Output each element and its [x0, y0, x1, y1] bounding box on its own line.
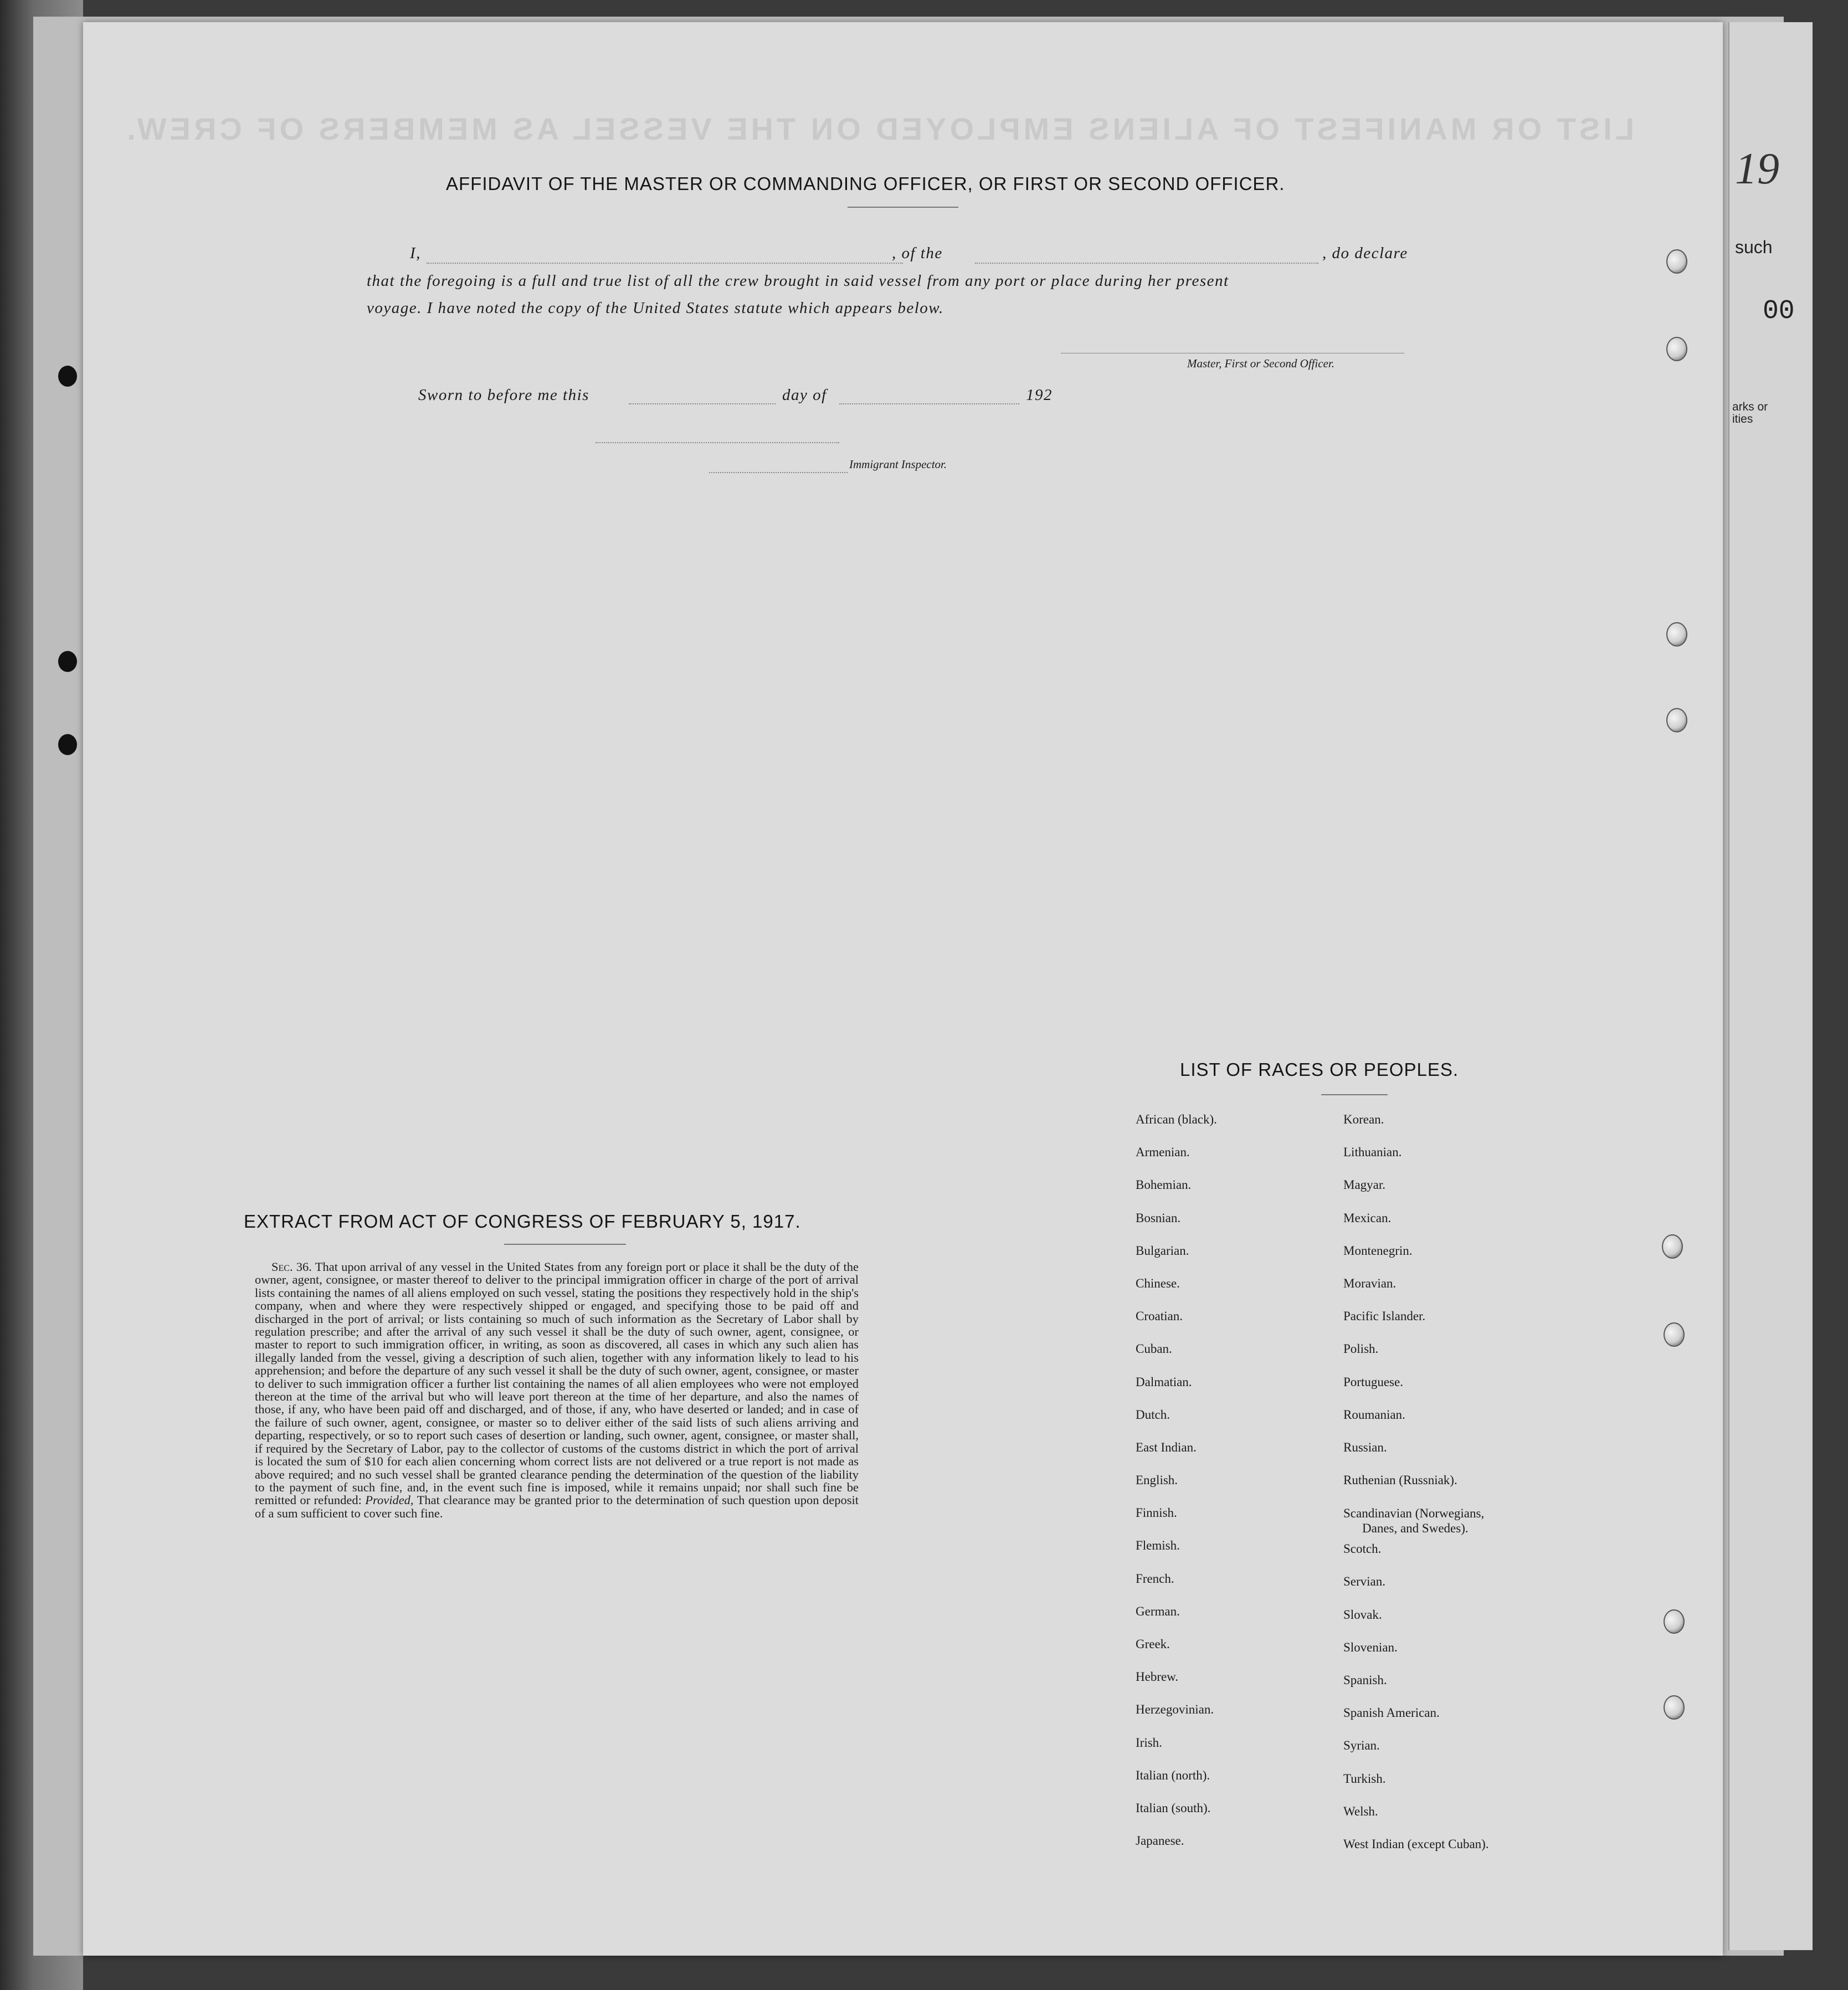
extract-title-underline: [504, 1244, 626, 1245]
race-item: Mexican.: [1343, 1211, 1392, 1225]
race-item: Lithuanian.: [1343, 1145, 1402, 1160]
race-item: Flemish.: [1136, 1538, 1180, 1553]
race-line: Scandinavian (Norwegians,: [1343, 1506, 1485, 1521]
extract-text-part1: That upon arrival of any vessel in the United States from any foreign port or place it shall be the duty of the owner, agent, consignee, or master thereof to deliver to the principal immigration officer in charge of the port of arrival lists containing the names of all aliens employed on such vessel, stating the positions they respectively hold in the ship's company, when and where they were respectively shipped or engaged, and specifying those to be paid off and discharged in the port of arrival; or lists containing so much of such information as the Secretary of Labor shall by regulation prescribe; and after the arrival of any such vessel it shall be the duty of such owner, agent, consignee, or master to report to such immigration officer, in writing, as soon as discovered, all cases in which any such alien has illegally landed from the vessel, giving a description of such alien, together with any information likely to lead to his apprehension; and before the departure of any such vessel it shall be the duty of such owner, agent, consignee, or master to deliver to such immigration officer a further list containing the names of all alien employees who were not employed thereon at the time of the arrival but who will leave port thereon at the time of her departure, and also the names of those, if any, who have been paid off and discharged, and of those, if any, who have deserted or landed; and in case of the failure of such owner, agent, consignee, or master so to deliver either of the said lists of such aliens arriving and departing, respectively, or so to report such cases of desertion or landing, such owner, agent, consignee, or master shall, if required by the Secretary of Labor, pay to the collector of customs of the customs district in which the port of arrival is located the sum of $10 for each alien concerning whom correct lists are not delivered or a true report is not made as above required; and no such vessel shall be granted clearance pending the determination of the question of the liability to the payment of such fine, and, in the event such fine is imposed, while it remains unpaid; nor shall such fine be remitted or refunded:: [255, 1260, 859, 1507]
punch-hole-icon: [1666, 249, 1687, 274]
race-item: Dalmatian.: [1136, 1374, 1192, 1389]
race-item: Bosnian.: [1136, 1211, 1181, 1225]
race-item: Herzegovinian.: [1136, 1702, 1214, 1717]
margin-value-00: 00: [1763, 296, 1795, 326]
sworn-prefix: Sworn to before me this: [418, 386, 589, 404]
punch-hole-icon: [1664, 1609, 1685, 1634]
punch-hole-icon: [1664, 1322, 1685, 1347]
race-item: African (black).: [1136, 1112, 1217, 1126]
affidavit-line3: voyage. I have noted the copy of the United States statute which appears below.: [367, 299, 944, 317]
inspector-label: Immigrant Inspector.: [849, 458, 947, 471]
races-right-column: [1343, 1112, 1489, 1870]
bleed-through-title: LIST OR MANIFEST OF ALIENS EMPLOYED ON THE VESSEL AS MEMBERS OF CREW.: [124, 111, 1634, 146]
race-item: West Indian (except Cuban).: [1343, 1837, 1489, 1851]
race-line: Danes, and Swedes).: [1362, 1521, 1469, 1536]
races-title-underline: [1321, 1094, 1388, 1095]
race-item: Italian (south).: [1136, 1801, 1211, 1815]
punch-hole-icon: [1662, 1234, 1683, 1259]
affidavit-line1-start: I,: [410, 244, 421, 262]
race-item: German.: [1136, 1604, 1180, 1618]
punch-hole-icon: [1664, 1695, 1685, 1720]
affidavit-title-underline: [848, 207, 958, 208]
punch-hole-icon: [58, 366, 77, 387]
race-item: Montenegrin.: [1343, 1243, 1413, 1258]
master-signature-label: Master, First or Second Officer.: [1187, 357, 1334, 370]
race-item: Pacific Islander.: [1343, 1309, 1426, 1324]
race-item: Bohemian.: [1136, 1178, 1192, 1192]
races-left-column: [1136, 1112, 1217, 1866]
race-item: Spanish American.: [1343, 1706, 1440, 1720]
extract-title: EXTRACT FROM ACT OF CONGRESS OF FEBRUARY 5, 1917.: [244, 1211, 801, 1232]
race-item: Polish.: [1343, 1342, 1379, 1356]
race-item: French.: [1136, 1571, 1174, 1586]
sworn-day-blank: [629, 403, 776, 404]
extract-text-part2: That clearance may be granted prior to the determination of such question upon deposit of a sum sufficient to cover such fine.: [255, 1493, 859, 1520]
race-item: Turkish.: [1343, 1771, 1386, 1786]
punch-hole-icon: [58, 651, 77, 672]
affidavit-vessel-blank: [975, 263, 1318, 264]
race-item: Magyar.: [1343, 1178, 1386, 1192]
race-item: Italian (north).: [1136, 1768, 1210, 1782]
sworn-month-blank: [839, 403, 1019, 404]
extract-section-label: Sec. 36.: [271, 1260, 312, 1274]
race-item: Servian.: [1343, 1574, 1386, 1589]
margin-ities: ities: [1732, 413, 1753, 425]
race-item: Bulgarian.: [1136, 1243, 1189, 1258]
underlying-sheet-right-edge: [1728, 22, 1813, 1950]
margin-page-number: 19: [1735, 145, 1779, 193]
race-item: Cuban.: [1136, 1342, 1172, 1356]
extract-provided: Provided,: [365, 1493, 414, 1507]
race-item: Welsh.: [1343, 1804, 1378, 1818]
race-item: Slovenian.: [1343, 1640, 1398, 1654]
affidavit-line1-end: , do declare: [1322, 244, 1408, 262]
inspector-signature-line: [596, 442, 839, 443]
race-item: Portuguese.: [1343, 1374, 1403, 1389]
race-item: Dutch.: [1136, 1407, 1170, 1422]
race-item-multiline: [1343, 1506, 1489, 1542]
race-item: Chinese.: [1136, 1276, 1180, 1290]
race-item: Russian.: [1343, 1440, 1387, 1454]
race-item: Scotch.: [1343, 1542, 1382, 1556]
sworn-day-of: day of: [782, 386, 827, 404]
sworn-year: 192: [1026, 386, 1053, 404]
race-item: Japanese.: [1136, 1834, 1184, 1848]
punch-hole-icon: [1666, 337, 1687, 361]
margin-word-such: such: [1735, 237, 1773, 257]
race-item: Croatian.: [1136, 1309, 1183, 1324]
affidavit-title: AFFIDAVIT OF THE MASTER OR COMMANDING OFFICER, OR FIRST OR SECOND OFFICER.: [446, 173, 1285, 194]
race-item: Moravian.: [1343, 1276, 1397, 1290]
race-item: English.: [1136, 1473, 1178, 1488]
inspector-dotted-lead: [709, 472, 848, 473]
race-item: Syrian.: [1343, 1738, 1380, 1753]
race-item: Spanish.: [1343, 1673, 1387, 1687]
race-item: Ruthenian (Russniak).: [1343, 1473, 1457, 1488]
affidavit-line2: that the foregoing is a full and true list of all the crew brought in said vessel from any port or place during her present: [367, 272, 1229, 290]
race-item: Slovak.: [1343, 1607, 1382, 1622]
extract-body: [255, 1260, 859, 1520]
races-title: LIST OF RACES OR PEOPLES.: [1180, 1059, 1459, 1080]
affidavit-line1-mid: , of the: [892, 244, 943, 262]
race-item: Korean.: [1343, 1112, 1384, 1126]
punch-hole-icon: [1666, 708, 1687, 732]
punch-hole-icon: [1666, 622, 1687, 647]
race-item: East Indian.: [1136, 1440, 1197, 1454]
race-item: Armenian.: [1136, 1145, 1190, 1160]
affidavit-name-blank: [427, 263, 903, 264]
punch-hole-icon: [58, 734, 77, 755]
race-item: Greek.: [1136, 1637, 1170, 1651]
race-item: Finnish.: [1136, 1506, 1177, 1520]
race-item: Hebrew.: [1136, 1670, 1179, 1684]
race-item: Roumanian.: [1343, 1407, 1405, 1422]
margin-arks-or: arks or: [1732, 401, 1768, 413]
race-item: Irish.: [1136, 1735, 1162, 1750]
